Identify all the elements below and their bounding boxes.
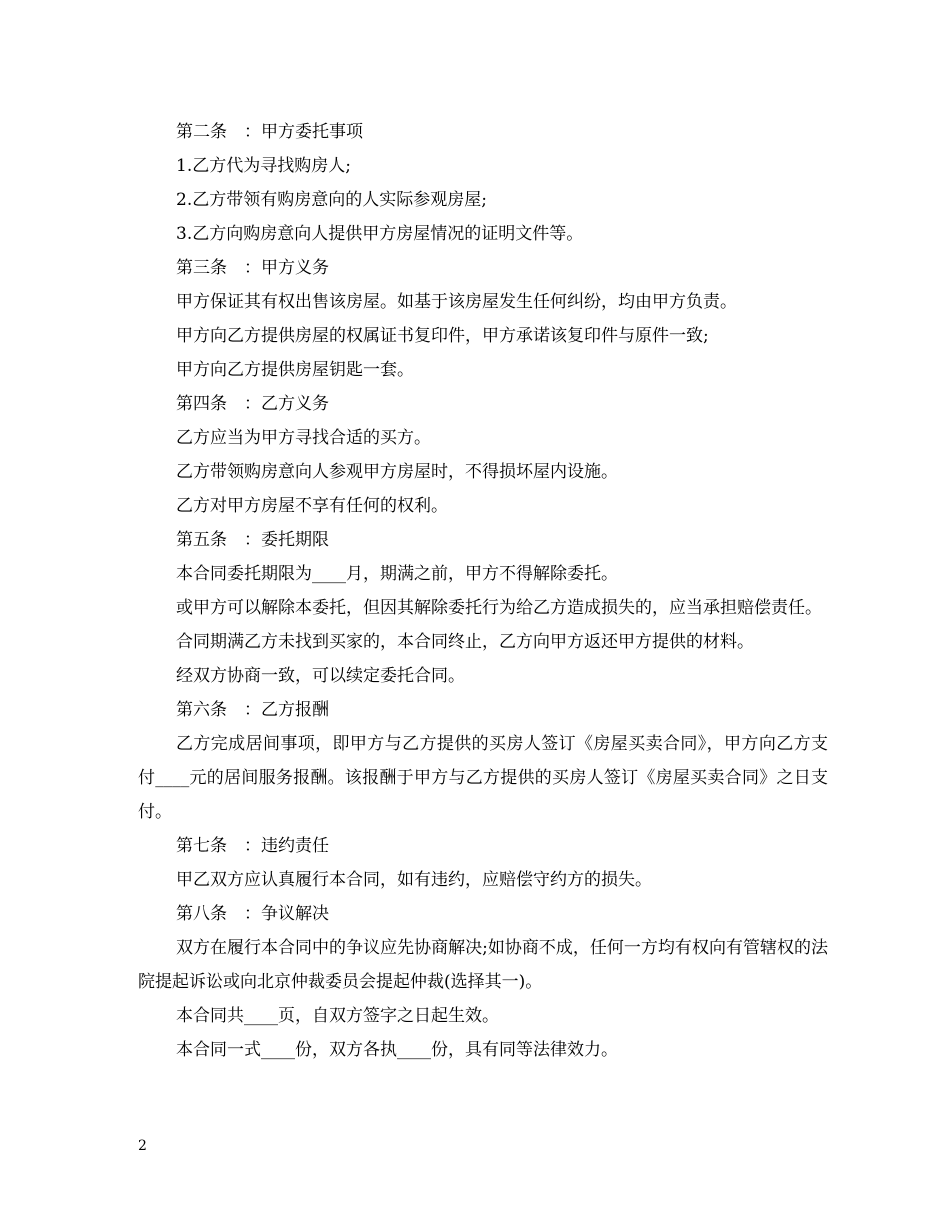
section-heading: 第八条 ：争议解决: [176, 904, 329, 924]
body-paragraph: 甲方保证其有权出售该房屋。如基于该房屋发生任何纠纷，均由甲方负责。: [176, 292, 737, 312]
body-paragraph: 甲方向乙方提供房屋的权属证书复印件，甲方承诺该复印件与原件一致;: [176, 326, 709, 346]
section-heading: 第三条 ：甲方义务: [176, 258, 329, 278]
body-paragraph: 乙方带领购房意向人参观甲方房屋时，不得损坏屋内设施。: [176, 462, 618, 482]
section-heading: 第四条 ：乙方义务: [176, 394, 329, 414]
body-paragraph: 双方在履行本合同中的争议应先协商解决;如协商不成，任何一方均有权向有管辖权的法院提起诉讼或向北京仲裁委员会提起仲裁(选择其一)。: [138, 938, 828, 992]
section-heading: 第五条 ：委托期限: [176, 530, 329, 550]
body-paragraph: 本合同一式____份，双方各执____份，具有同等法律效力。: [176, 1040, 618, 1060]
body-paragraph: 经双方协商一致，可以续定委托合同。: [176, 666, 465, 686]
body-paragraph: 1.乙方代为寻找购房人;: [176, 156, 351, 176]
body-paragraph: 本合同共____页，自双方签字之日起生效。: [176, 1006, 499, 1026]
body-paragraph: 甲乙双方应认真履行本合同，如有违约，应赔偿守约方的损失。: [176, 870, 652, 890]
body-paragraph: 乙方完成居间事项，即甲方与乙方提供的买房人签订《房屋买卖合同》，甲方向乙方支付____元的居间服务报酬。该报酬于甲方与乙方提供的买房人签订《房屋买卖合同》之日支付。: [138, 734, 828, 822]
body-paragraph: 3.乙方向购房意向人提供甲方房屋情况的证明文件等。: [176, 224, 584, 244]
body-paragraph: 本合同委托期限为____月，期满之前，甲方不得解除委托。: [176, 564, 618, 584]
body-paragraph: 或甲方可以解除本委托，但因其解除委托行为给乙方造成损失的，应当承担赔偿责任。: [176, 598, 822, 618]
body-paragraph: 乙方对甲方房屋不享有任何的权利。: [176, 496, 448, 516]
page-number: 2: [138, 1138, 147, 1154]
body-paragraph: 乙方应当为甲方寻找合适的买方。: [176, 428, 431, 448]
body-paragraph: 2.乙方带领有购房意向的人实际参观房屋;: [176, 190, 487, 210]
body-paragraph: 合同期满乙方未找到买家的，本合同终止，乙方向甲方返还甲方提供的材料。: [176, 632, 754, 652]
section-heading: 第七条 ：违约责任: [176, 836, 329, 856]
section-heading: 第二条 ：甲方委托事项: [176, 122, 363, 142]
document-body: [138, 115, 828, 1067]
body-paragraph: 甲方向乙方提供房屋钥匙一套。: [176, 360, 414, 380]
section-heading: 第六条 ：乙方报酬: [176, 700, 329, 720]
